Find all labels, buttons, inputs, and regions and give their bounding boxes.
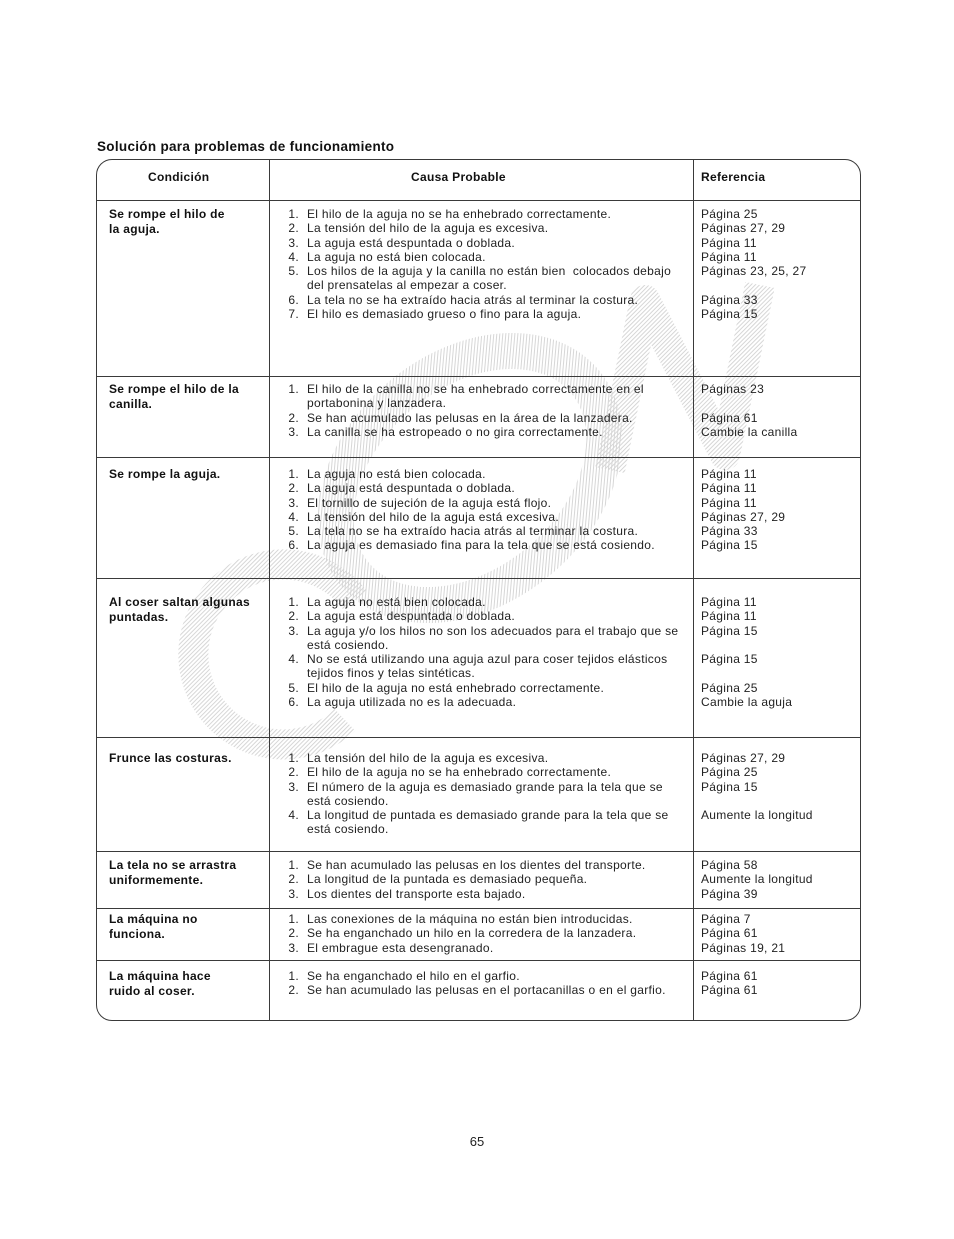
item-number: 4. xyxy=(288,808,299,823)
reference-text: Página 25 xyxy=(701,207,758,221)
row-divider xyxy=(96,737,861,738)
item-number: 2. xyxy=(288,410,299,425)
cause-item xyxy=(269,652,861,681)
row-divider xyxy=(96,851,861,852)
cause-text: La aguja está despuntada o doblada. xyxy=(307,481,516,496)
reference-text: Página 33 xyxy=(701,524,758,539)
cause-item xyxy=(269,538,861,552)
cause-list xyxy=(269,467,861,553)
cause-text: Las conexiones de la máquina no están bien introducidas. xyxy=(307,912,633,926)
item-number: 2. xyxy=(288,609,299,624)
item-number: 2. xyxy=(288,221,299,236)
cause-list xyxy=(269,751,861,837)
header-condition: Condición xyxy=(148,170,210,184)
item-number: 7. xyxy=(288,307,299,322)
cause-item xyxy=(269,411,861,425)
cause-item xyxy=(269,969,861,983)
item-number: 4. xyxy=(288,509,299,524)
item-number: 1. xyxy=(288,912,299,926)
cause-text: El hilo de la aguja no se ha enhebrado correctamente. xyxy=(307,207,612,221)
cause-text: La tela no se ha extraído hacia atrás al terminar la costura. xyxy=(307,524,639,539)
item-number: 1. xyxy=(288,969,299,983)
reference-text: Página 25 xyxy=(701,680,758,695)
item-number: 3. xyxy=(288,623,299,638)
item-number: 2. xyxy=(288,481,299,496)
cause-text: Se ha enganchado el hilo en el garfio. xyxy=(307,969,520,983)
cause-text: La aguja es demasiado fina para la tela que se está cosiendo. xyxy=(307,538,655,553)
cause-text: Se han acumulado las pelusas en el portacanillas o en el garfio. xyxy=(307,983,666,998)
condition-text: Se rompe el hilo de la aguja. xyxy=(109,207,225,236)
condition-text: Frunce las costuras. xyxy=(109,751,232,765)
cause-item xyxy=(269,524,861,538)
cause-text: La aguja no está bien colocada. xyxy=(307,467,486,481)
reference-text: Página 7 xyxy=(701,912,751,926)
item-number: 2. xyxy=(288,983,299,998)
cause-text: La tensión del hilo de la aguja es excesiva. xyxy=(307,221,549,236)
item-number: 2. xyxy=(288,765,299,780)
cause-list xyxy=(269,207,861,321)
item-number: 4. xyxy=(288,652,299,667)
cause-text: El hilo de la aguja no está enhebrado correctamente. xyxy=(307,680,605,695)
condition-text: La tela no se arrastra uniformemente. xyxy=(109,858,237,887)
cause-text: La longitud de puntada es demasiado grande para la tela que se está cosiendo. xyxy=(307,808,669,837)
reference-text: Página 11 xyxy=(701,609,757,624)
reference-text: Página 61 xyxy=(701,926,758,941)
row-divider xyxy=(96,960,861,961)
cause-item xyxy=(269,221,861,235)
item-number: 2. xyxy=(288,872,299,887)
reference-text: Páginas 19, 21 xyxy=(701,940,786,955)
item-number: 5. xyxy=(288,264,299,279)
reference-text: Aumente la longitud xyxy=(701,808,813,823)
cause-list xyxy=(269,969,861,998)
cause-item xyxy=(269,751,861,765)
reference-text: Páginas 27, 29 xyxy=(701,221,786,236)
reference-text: Páginas 27, 29 xyxy=(701,751,786,765)
reference-text: Página 15 xyxy=(701,623,758,638)
row-divider xyxy=(96,376,861,377)
row-divider xyxy=(96,908,861,909)
cause-text: Los hilos de la aguja y la canilla no están bien colocados debajo del prensatelas al empezar a coser. xyxy=(307,264,672,293)
cause-text: El número de la aguja es demasiado grande para la tela que se está cosiendo. xyxy=(307,779,663,808)
item-number: 3. xyxy=(288,886,299,901)
item-number: 6. xyxy=(288,538,299,553)
item-number: 1. xyxy=(288,382,299,396)
reference-text: Página 15 xyxy=(701,652,758,667)
cause-text: No se está utilizando una aguja azul para coser tejidos elásticos tejidos finos y telas sintéticas. xyxy=(307,652,668,681)
reference-text: Página 39 xyxy=(701,886,758,901)
cause-item xyxy=(269,872,861,886)
cause-text: La tensión del hilo de la aguja está excesiva. xyxy=(307,509,559,524)
reference-text: Página 11 xyxy=(701,235,757,250)
item-number: 3. xyxy=(288,940,299,955)
item-number: 2. xyxy=(288,926,299,941)
condition-text: La máquina hace ruido al coser. xyxy=(109,969,211,998)
cause-text: El hilo es demasiado grueso o fino para la aguja. xyxy=(307,307,582,322)
cause-text: La aguja está despuntada o doblada. xyxy=(307,235,516,250)
item-number: 6. xyxy=(288,695,299,710)
item-number: 6. xyxy=(288,292,299,307)
cause-item xyxy=(269,808,861,837)
reference-text: Páginas 27, 29 xyxy=(701,509,786,524)
item-number: 1. xyxy=(288,595,299,609)
cause-text: Se han acumulado las pelusas en la área de la lanzadera. xyxy=(307,410,633,425)
cause-list xyxy=(269,858,861,901)
reference-text: Página 15 xyxy=(701,538,758,553)
reference-text: Página 25 xyxy=(701,765,758,780)
cause-list xyxy=(269,595,861,709)
cause-item xyxy=(269,912,861,926)
header-reference: Referencia xyxy=(701,170,766,184)
cause-item xyxy=(269,293,861,307)
item-number: 5. xyxy=(288,524,299,539)
cause-text: La aguja no está bien colocada. xyxy=(307,595,486,609)
reference-text: Página 58 xyxy=(701,858,758,872)
item-number: 1. xyxy=(288,858,299,872)
cause-item xyxy=(269,481,861,495)
cause-item xyxy=(269,264,861,293)
cause-item xyxy=(269,858,861,872)
cause-item xyxy=(269,926,861,940)
cause-item xyxy=(269,941,861,955)
cause-text: Se han acumulado las pelusas en los dientes del transporte. xyxy=(307,858,646,872)
cause-text: Se ha enganchado un hilo en la corredera de la lanzadera. xyxy=(307,926,637,941)
reference-text: Página 11 xyxy=(701,481,757,496)
cause-item xyxy=(269,250,861,264)
page-number: 65 xyxy=(469,1134,485,1149)
cause-item xyxy=(269,695,861,709)
reference-text: Página 11 xyxy=(701,467,757,481)
cause-text: La aguja está despuntada o doblada. xyxy=(307,609,516,624)
cause-text: Los dientes del transporte esta bajado. xyxy=(307,886,526,901)
cause-text: La tela no se ha extraído hacia atrás al terminar la costura. xyxy=(307,292,639,307)
row-divider xyxy=(96,578,861,579)
reference-text: Página 11 xyxy=(701,595,757,609)
row-divider xyxy=(96,457,861,458)
cause-item xyxy=(269,765,861,779)
item-number: 3. xyxy=(288,424,299,439)
condition-text: Al coser saltan algunas puntadas. xyxy=(109,595,250,624)
reference-text: Página 15 xyxy=(701,307,758,322)
cause-text: La aguja utilizada no es la adecuada. xyxy=(307,695,517,710)
cause-item xyxy=(269,425,861,439)
reference-text: Páginas 23 xyxy=(701,382,765,396)
cause-text: La aguja y/o los hilos no son los adecuados para el trabajo que se está cosiendo. xyxy=(307,623,679,652)
cause-list xyxy=(269,382,861,439)
cause-item xyxy=(269,887,861,901)
item-number: 3. xyxy=(288,779,299,794)
reference-text: Página 11 xyxy=(701,249,757,264)
item-number: 3. xyxy=(288,495,299,510)
reference-text: Página 61 xyxy=(701,410,758,425)
cause-item xyxy=(269,510,861,524)
cause-text: La longitud de la puntada es demasiado pequeña. xyxy=(307,872,588,887)
cause-text: El embrague esta desengranado. xyxy=(307,940,494,955)
cause-item xyxy=(269,207,861,221)
item-number: 1. xyxy=(288,751,299,765)
cause-item xyxy=(269,983,861,997)
page-title: Solución para problemas de funcionamiento xyxy=(97,139,395,154)
condition-text: La máquina no funciona. xyxy=(109,912,198,941)
reference-text: Aumente la longitud xyxy=(701,872,813,887)
cause-item xyxy=(269,595,861,609)
condition-text: Se rompe el hilo de la canilla. xyxy=(109,382,239,411)
reference-text: Página 61 xyxy=(701,969,758,983)
header-cause: Causa Probable xyxy=(411,170,506,184)
cause-text: La aguja no está bien colocada. xyxy=(307,249,486,264)
reference-text: Página 15 xyxy=(701,779,758,794)
row-divider xyxy=(96,200,861,201)
reference-text: Página 61 xyxy=(701,983,758,998)
condition-text: Se rompe la aguja. xyxy=(109,467,221,481)
cause-item xyxy=(269,609,861,623)
reference-text: Página 11 xyxy=(701,495,757,510)
cause-item xyxy=(269,467,861,481)
item-number: 3. xyxy=(288,235,299,250)
item-number: 1. xyxy=(288,207,299,221)
cause-text: El hilo de la canilla no se ha enhebrado correctamente en el portabonina y lanzadera. xyxy=(307,382,644,411)
item-number: 4. xyxy=(288,249,299,264)
cause-list xyxy=(269,912,861,955)
item-number: 5. xyxy=(288,680,299,695)
item-number: 1. xyxy=(288,467,299,481)
cause-item xyxy=(269,382,861,411)
cause-item xyxy=(269,624,861,653)
reference-text: Página 33 xyxy=(701,292,758,307)
reference-text: Cambie la canilla xyxy=(701,424,798,439)
cause-item xyxy=(269,681,861,695)
cause-item xyxy=(269,307,861,321)
cause-item xyxy=(269,496,861,510)
cause-item xyxy=(269,780,861,809)
cause-item xyxy=(269,236,861,250)
cause-text: El hilo de la aguja no se ha enhebrado correctamente. xyxy=(307,765,612,780)
reference-text: Cambie la aguja xyxy=(701,695,793,710)
reference-text: Páginas 23, 25, 27 xyxy=(701,264,807,279)
cause-text: El tornillo de sujeción de la aguja está flojo. xyxy=(307,495,552,510)
cause-text: La tensión del hilo de la aguja es excesiva. xyxy=(307,751,549,765)
cause-text: La canilla se ha estropeado o no gira correctamente. xyxy=(307,424,603,439)
